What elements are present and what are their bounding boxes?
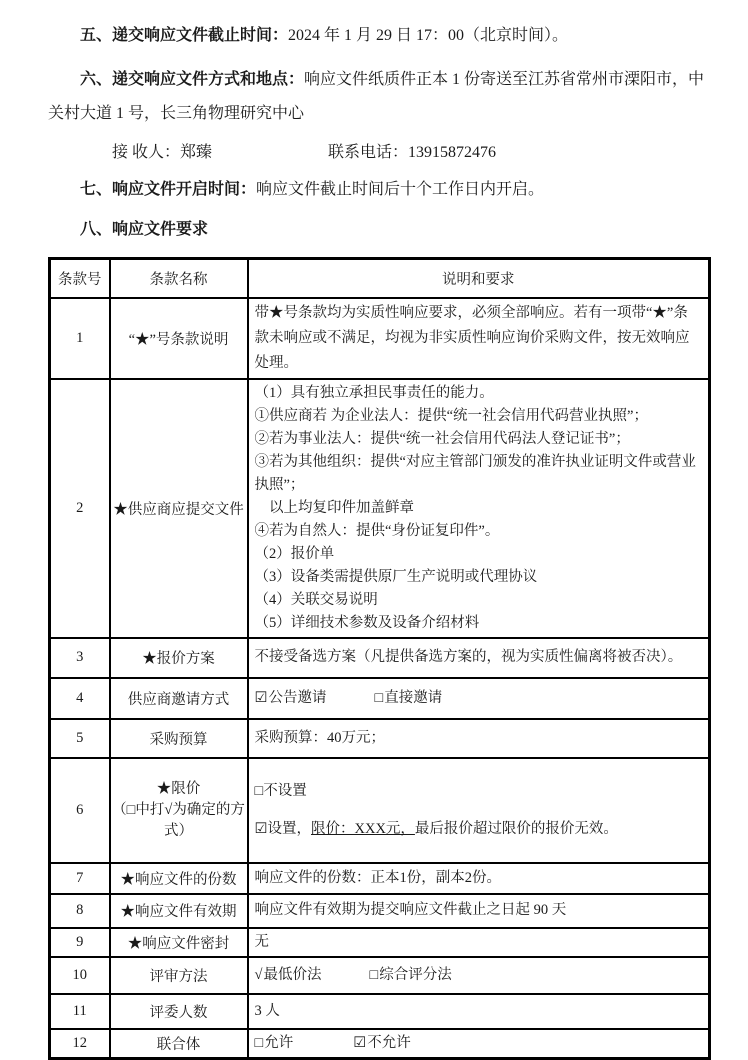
checkbox-option-no-limit [255, 780, 703, 803]
row11-content: 3 人 [248, 994, 710, 1029]
table-row-9 [50, 928, 710, 957]
section-6-delivery [48, 63, 708, 131]
row12-name: 联合体 [110, 1029, 248, 1059]
checkbox-unchecked-icon: □ [374, 689, 384, 706]
row5-name: 采购预算 [110, 719, 248, 758]
option-label: 允许 [264, 1034, 294, 1051]
row2-line: ④若为自然人：提供“身份证复印件”。 [254, 522, 500, 539]
checkbox-option-direct-invite [375, 690, 443, 706]
checkbox-unchecked-icon: □ [254, 782, 264, 799]
table-row-4 [50, 678, 710, 719]
section-7-opening [48, 177, 708, 202]
row10-no: 10 [50, 957, 110, 994]
row2-content [248, 379, 710, 638]
option-label: 直接邀请 [384, 689, 443, 706]
row2-line: （5）详细技术参数及设备介绍材料 [254, 614, 480, 631]
row9-name: ★响应文件密封 [110, 928, 248, 957]
row5-content: 采购预算：40万元； [248, 719, 710, 758]
row8-content: 响应文件有效期为提交响应文件截止之日起 90 天 [248, 894, 710, 928]
section-6-label: 六、递交响应文件方式和地点： [80, 71, 305, 88]
row2-line: （1）具有独立承担民事责任的能力。 [254, 384, 494, 401]
row4-content [248, 678, 710, 719]
checkbox-checked-icon: ☑ [254, 820, 268, 837]
option-label: 不设置 [263, 782, 307, 799]
table-header-row [50, 259, 710, 298]
option-label: 最低价法 [263, 966, 322, 983]
header-clause-no: 条款号 [50, 259, 110, 298]
row9-no: 9 [50, 928, 110, 957]
section-6-text: 响应文件纸质件正本 1 份寄送至江苏省常州市溧阳市，中关村大道 1 号，长三角物理研究中心 [48, 71, 705, 122]
row3-name: ★报价方案 [110, 638, 248, 678]
row4-no: 4 [50, 678, 110, 719]
row2-name: ★供应商应提交文件 [110, 379, 248, 638]
table-row-8 [50, 894, 710, 928]
check-option-lowest-price [255, 967, 322, 983]
header-clause-name: 条款名称 [110, 259, 248, 298]
contact-line [48, 140, 708, 165]
section-5-deadline [48, 23, 708, 48]
row6-name-line: （□中打√为确定的方 [112, 801, 245, 818]
receiver-info [80, 140, 328, 165]
checkbox-unchecked-icon: □ [254, 1034, 264, 1051]
row1-content: 带★号条款均为实质性响应要求，必须全部响应。若有一项带“★”条款未响应或不满足，均视为非实质性响应询价采购文件，按无效响应处理。 [248, 298, 710, 379]
row5-no: 5 [50, 719, 110, 758]
row11-name: 评委人数 [110, 994, 248, 1029]
table-row-11 [50, 994, 710, 1029]
checkbox-unchecked-icon: □ [369, 966, 379, 983]
row12-no: 12 [50, 1029, 110, 1059]
row2-line: （3）设备类需提供原厂生产说明或代理协议 [254, 568, 538, 585]
row12-content [248, 1029, 710, 1059]
section-7-text: 响应文件截止时间后十个工作日内开启。 [256, 181, 545, 198]
receiver-label: 接 收人： [112, 144, 181, 161]
row4-name: 供应商邀请方式 [110, 678, 248, 719]
row10-name: 评审方法 [110, 957, 248, 994]
section-8-heading [48, 217, 708, 242]
checkbox-checked-icon: ☑ [353, 1034, 367, 1051]
option-label: 综合评分法 [379, 966, 452, 983]
checkbox-option-disallow [353, 1035, 411, 1051]
table-row-5 [50, 719, 710, 758]
option-label: 不允许 [367, 1034, 411, 1051]
row1-name: “★”号条款说明 [110, 298, 248, 379]
table-row-3 [50, 638, 710, 678]
limit-price-underlined: 限价：XXX元， [311, 820, 415, 837]
table-row-1 [50, 298, 710, 379]
option-label: 设置， [267, 820, 311, 837]
row6-name [110, 758, 248, 863]
receiver-name: 郑臻 [180, 144, 213, 161]
checkbox-option-limit-set [255, 818, 703, 841]
row6-name-line: ★限价 [156, 780, 201, 797]
phone-number: 13915872476 [408, 144, 497, 161]
row8-no: 8 [50, 894, 110, 928]
row2-line: ①供应商若 为企业法人：提供“统一社会信用代码营业执照”； [254, 407, 648, 424]
row7-name: ★响应文件的份数 [110, 863, 248, 894]
checkbox-checked-icon: ☑ [254, 689, 268, 706]
row2-no: 2 [50, 379, 110, 638]
row3-content: 不接受备选方案（凡提供备选方案的，视为实质性偏离将被否决）。 [248, 638, 710, 678]
row2-line: ②若为事业法人：提供“统一社会信用代码法人登记证书”； [254, 430, 630, 447]
table-row-2 [50, 379, 710, 638]
row6-content [248, 758, 710, 863]
table-row-12 [50, 1029, 710, 1059]
row8-name: ★响应文件有效期 [110, 894, 248, 928]
header-description: 说明和要求 [248, 259, 710, 298]
row2-line: ③若为其他组织：提供“对应主管部门颁发的准许执业证明文件或营业执照”； [254, 453, 696, 493]
checkbox-option-comprehensive-scoring [369, 967, 451, 983]
row9-content: 无 [248, 928, 710, 957]
checkbox-option-public-invite [255, 690, 327, 706]
row6-name-line: 式） [164, 822, 193, 839]
row7-no: 7 [50, 863, 110, 894]
checkbox-option-allow [255, 1035, 294, 1051]
section-8-label: 八、响应文件要求 [80, 221, 209, 238]
section-5-text: 2024 年 1 月 29 日 17：00（北京时间）。 [288, 27, 569, 44]
option-label: 公告邀请 [268, 689, 327, 706]
row2-line: 以上均复印件加盖鲜章 [254, 499, 414, 516]
row2-line: （2）报价单 [254, 545, 335, 562]
row1-no: 1 [50, 298, 110, 379]
requirements-table [48, 257, 711, 1060]
row10-content [248, 957, 710, 994]
table-row-6 [50, 758, 710, 863]
section-7-label: 七、响应文件开启时间： [80, 181, 257, 198]
row11-no: 11 [50, 994, 110, 1029]
phone-label: 联系电话： [328, 144, 409, 161]
section-5-label: 五、递交响应文件截止时间： [80, 27, 289, 44]
option-label-tail: 最后报价超过限价的报价无效。 [414, 820, 618, 837]
phone-info [328, 144, 496, 161]
row7-content: 响应文件的份数：正本1份，副本2份。 [248, 863, 710, 894]
check-mark-icon: √ [254, 966, 263, 983]
row6-no: 6 [50, 758, 110, 863]
row3-no: 3 [50, 638, 110, 678]
row2-line: （4）关联交易说明 [254, 591, 378, 608]
table-row-7 [50, 863, 710, 894]
table-row-10 [50, 957, 710, 994]
